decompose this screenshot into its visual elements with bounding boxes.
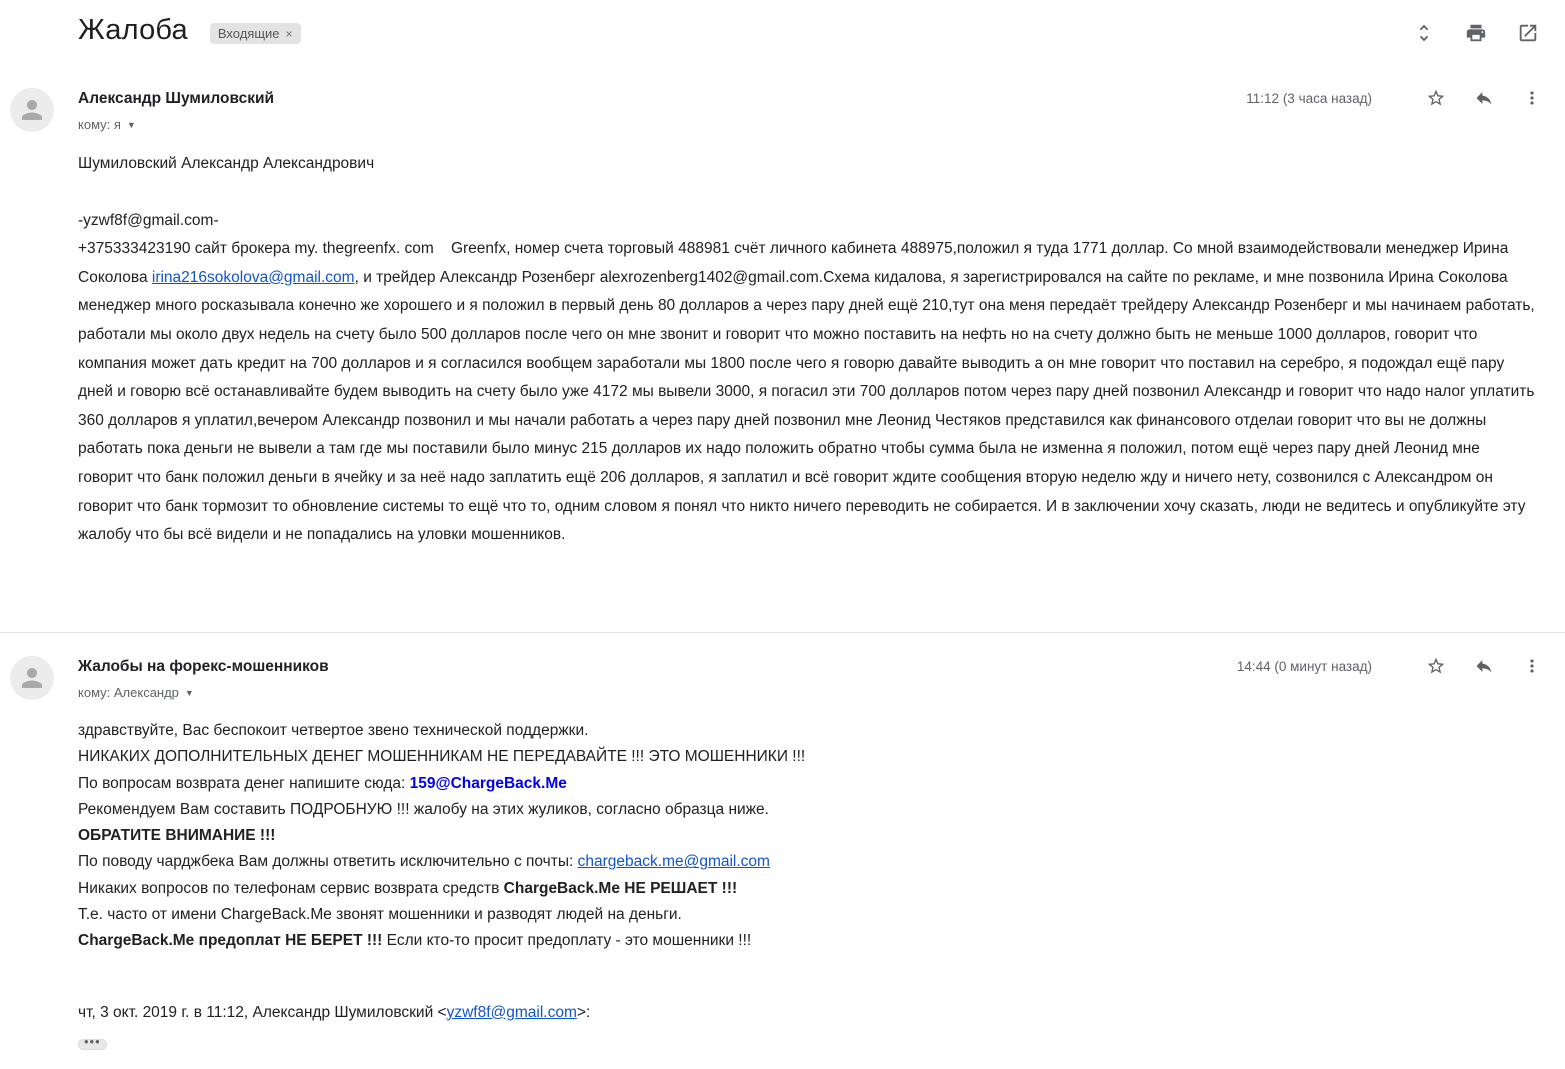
blank-line (78, 178, 1536, 206)
official-mail-line (78, 849, 1538, 875)
ellipsis-icon: ••• (84, 1033, 101, 1049)
paragraph-text-start: +375333423190 сайт брокера my. thegreenfx. com Greenfx, номер счета торговый 488981 счёт личного кабинета 488975,положил я туда 1771 доллар. Со мной взаимодействовали менеджер Ирина Соколова (78, 240, 1513, 286)
person-icon (17, 663, 47, 693)
message-body (78, 718, 1538, 1054)
star-icon (1426, 656, 1446, 676)
quote-text: чт, 3 окт. 2019 г. в 11:12, Александр Шумиловский < (78, 1003, 447, 1021)
reply-icon (1474, 656, 1494, 676)
no-prepay-line (78, 928, 1538, 954)
timestamp: 11:12 (3 часа назад) (1246, 90, 1372, 106)
no-prepay-text: Если кто-то просит предоплату - это мошенники !!! (382, 932, 752, 950)
remove-label-icon[interactable]: × (285, 26, 293, 41)
star-icon (1426, 88, 1446, 108)
recommendation-line: Рекомендуем Вам составить ПОДРОБНУЮ !!! жалобу на этих жуликов, согласно образца ниже. (78, 800, 769, 818)
refund-contact-text: По вопросам возврата денег напишите сюда: (78, 774, 410, 792)
timestamp: 14:44 (0 минут назад) (1236, 658, 1372, 674)
label-chip-text: Входящие (217, 26, 280, 41)
thread-toolbar (1413, 22, 1539, 44)
sender-name: Александр Шумиловский (78, 90, 275, 107)
thread-header (78, 14, 301, 47)
message-divider (0, 632, 1565, 633)
open-in-new-window-button[interactable] (1517, 22, 1539, 44)
warning-caps-line: НИКАКИХ ДОПОЛНИТЕЛЬНЫХ ДЕНЕГ МОШЕННИКАМ НЕ ПЕРЕДАВАЙТЕ !!! ЭТО МОШЕННИКИ !!! (78, 748, 806, 766)
unfold-more-icon (1413, 22, 1435, 44)
reply-icon (1474, 88, 1494, 108)
star-button[interactable] (1426, 88, 1446, 108)
quoted-sender-email-link[interactable]: yzwf8f@gmail.com (446, 1003, 577, 1021)
signature-name: Шумиловский Александр Александрович (78, 155, 375, 172)
reply-button[interactable] (1474, 656, 1494, 676)
open-in-new-icon (1517, 22, 1539, 44)
message-body (78, 150, 1540, 550)
complaint-paragraph (78, 235, 1540, 550)
details-caret-icon[interactable]: ▼ (126, 119, 136, 130)
no-phone-line (78, 876, 1538, 902)
sender-name: Жалобы на форекс-мошенников (78, 658, 329, 675)
reply-button[interactable] (1474, 88, 1494, 108)
chargeback-address-link[interactable]: 159@ChargeBack.Me (409, 774, 567, 792)
more-vert-icon (1522, 88, 1542, 108)
printer-icon (1465, 22, 1487, 44)
avatar[interactable] (10, 88, 54, 132)
more-vert-icon (1522, 656, 1542, 676)
message-meta (1237, 656, 1542, 676)
star-button[interactable] (1426, 656, 1446, 676)
refund-contact-line (78, 771, 1538, 797)
signature-email: -yzwf8f@gmail.com- (78, 211, 219, 229)
print-button[interactable] (1465, 22, 1487, 44)
page-title: Жалоба (78, 14, 188, 46)
quote-text-end: >: (576, 1003, 591, 1021)
quote-attribution (78, 1000, 1538, 1026)
avatar[interactable] (10, 656, 54, 700)
message-meta (1246, 88, 1542, 108)
no-phone-text: Никаких вопросов по телефонам сервис возврата средств (78, 879, 504, 897)
no-phone-bold: ChargeBack.Me НЕ РЕШАЕТ !!! (503, 879, 738, 897)
recipient-label: кому: я (78, 117, 121, 132)
details-caret-icon[interactable]: ▼ (184, 687, 194, 698)
impersonation-line: Т.е. часто от имени ChargeBack.Me звонят мошенники и разводят людей на деньги. (78, 906, 682, 924)
chargeback-gmail-link[interactable]: chargeback.me@gmail.com (577, 853, 770, 871)
recipient-row[interactable] (78, 117, 136, 132)
recipient-label: кому: Александр (78, 685, 179, 700)
show-trimmed-content-button[interactable] (78, 1033, 107, 1050)
support-greeting-line: здравствуйте, Вас беспокоит четвертое звено технической поддержки. (78, 722, 589, 739)
person-icon (17, 95, 47, 125)
more-options-button[interactable] (1522, 88, 1542, 108)
attention-line: ОБРАТИТЕ ВНИМАНИЕ !!! (78, 827, 276, 845)
email-link-irina[interactable]: irina216sokolova@gmail.com (151, 268, 355, 286)
expand-all-button[interactable] (1413, 22, 1435, 44)
paragraph-text-rest: , и трейдер Александр Розенберг alexrozenberg1402@gmail.com.Схема кидалова, я зарегистрировался на сайте по рекламе, и мне позвонила Ирина Соколова менеджер много росказывала конечно же хорошего и я положил в первый день 80 долларов а через пару дней ещё 210,тут она меня передаёт трейдеру Александр Розенберг и мы начинаем работать, работали мы около двух недель на счету было 500 долларов после чего он мне звонит и говорит что можно поставить на нефть но на счету должно быть не меньше 1000 долларов, говорит что компания может дать кредит на 700 долларов и я согласился вообщем заработали мы 1800 после чего я говорю давайте выводить а он мне говорит что поставил на серебро, я подождал ещё пару дней и говорю всё останавливайте будем выводить на счету было уже 4172 мы вывели 3000, я погасил эти 700 долларов потом через пару дней позвонил Александр и говорит что надо налог уплатить 360 долларов я уплатил,вечером Александр позвонил и мы начали работать а через пару дней позвонил мне Леонид Честяков представился как финансового отделаи говорит что вы не должны работать пока деньги не вывели а там где мы поставили было минус 215 долларов их надо положить обратно чтобы сумма была не изменна я положил, потом ещё через пару дней Леонид мне говорит что банк положил деньги в ячейку и за неё надо заплатить ещё 206 долларов, я заплатил и всё говорит ждите сообщения вторую неделю жду и ничего нету, созвонился с Александром он говорит что банк тормозит то обновление системы то ещё что то, одним словом я понял что никто ничего переводить не собирается. И в заключении хочу сказать, люди не ведитесь и опубликуйте эту жалобу что бы всё видели и не попадались на уловки мошенников. (78, 268, 1540, 544)
more-options-button[interactable] (1522, 656, 1542, 676)
recipient-row[interactable] (78, 685, 194, 700)
no-prepay-bold: ChargeBack.Me предоплат НЕ БЕРЕТ !!! (78, 932, 383, 950)
official-mail-text: По поводу чарджбека Вам должны ответить исключительно с почты: (78, 853, 578, 871)
label-chip-inbox[interactable] (210, 23, 301, 44)
